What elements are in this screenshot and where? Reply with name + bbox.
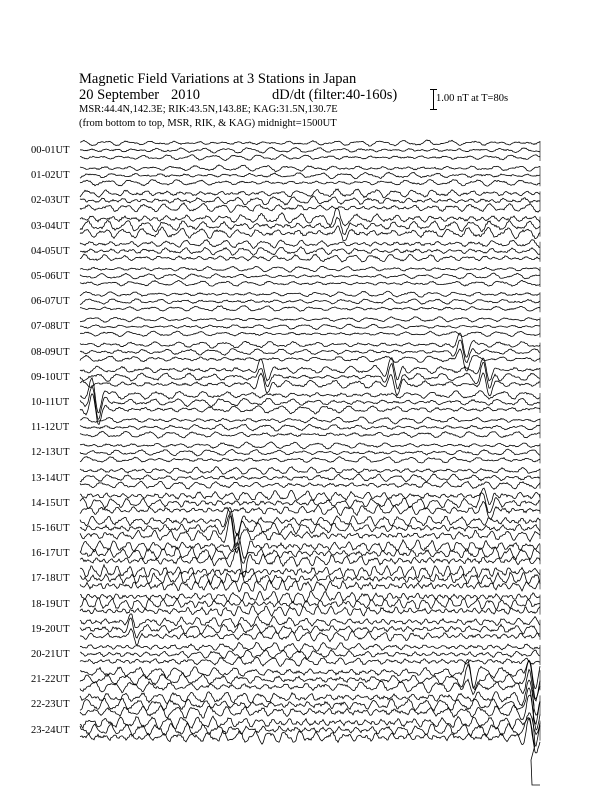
chart-year: 2010 <box>171 87 200 103</box>
trace-05-06UT-KAG <box>80 266 540 272</box>
trace-04-05UT-KAG <box>80 240 540 249</box>
chart-title: Magnetic Field Variations at 3 Stations in Japan <box>79 71 357 87</box>
hour-label: 04-05UT <box>31 245 70 257</box>
trace-07-08UT-RIK <box>80 324 540 329</box>
hour-label: 16-17UT <box>31 548 70 560</box>
trace-21-22UT-RIK <box>80 661 540 699</box>
hour-label: 00-01UT <box>31 145 70 156</box>
trace-19-20UT-MSR <box>80 629 540 645</box>
scale-label: 1.00 nT at T=80s <box>436 93 509 104</box>
trace-18-19UT-RIK <box>80 598 540 610</box>
trace-01-02UT-RIK <box>80 172 540 179</box>
hour-label: 20-21UT <box>31 649 70 660</box>
trace-13-14UT-RIK <box>80 474 540 482</box>
trace-12-13UT-MSR <box>80 457 540 463</box>
hour-label: 19-20UT <box>31 623 70 635</box>
trace-06-07UT-MSR <box>80 306 540 312</box>
hour-label: 07-08UT <box>31 321 70 333</box>
trace-09-10UT-RIK <box>80 362 540 389</box>
trace-12-13UT-KAG <box>80 442 540 449</box>
hour-label: 23-24UT <box>31 724 70 736</box>
trace-07-08UT-MSR <box>80 331 540 336</box>
hour-label: 05-06UT <box>31 271 70 282</box>
trace-18-19UT-MSR <box>80 605 540 616</box>
hour-label: 21-22UT <box>31 674 70 686</box>
trace-00-01UT-RIK <box>80 147 540 153</box>
hour-label: 08-09UT <box>31 346 70 358</box>
hour-label: 22-23UT <box>31 699 70 711</box>
hour-label: 02-03UT <box>31 195 70 207</box>
trace-05-06UT-RIK <box>80 273 540 279</box>
trace-06-07UT-RIK <box>80 298 540 304</box>
hour-label: 10-11UT <box>31 397 70 408</box>
trace-20-21UT-MSR <box>80 657 540 666</box>
trace-20-21UT-KAG <box>80 642 540 651</box>
chart-quantity: dD/dt (filter:40-160s) <box>272 87 398 103</box>
trace-13-14UT-MSR <box>80 481 540 489</box>
trace-01-02UT-MSR <box>80 180 540 187</box>
trace-06-07UT-KAG <box>80 291 540 297</box>
trace-02-03UT-MSR <box>80 203 540 212</box>
trace-00-01UT-KAG <box>80 140 540 146</box>
hour-label: 01-02UT <box>31 170 70 182</box>
station-order-note: (from bottom to top, MSR, RIK, & KAG) midnight=1500UT <box>79 118 337 129</box>
trace-17-18UT-KAG <box>80 565 540 578</box>
hour-label: 03-04UT <box>31 220 70 232</box>
trace-22-23UT-KAG <box>80 680 540 715</box>
trace-05-06UT-MSR <box>80 280 540 286</box>
station-coordinates: MSR:44.4N,142.3E; RIK:43.5N,143.8E; KAG:31.5N,130.7E <box>79 104 338 115</box>
hour-label: 13-14UT <box>31 472 70 484</box>
trace-04-05UT-MSR <box>80 254 540 262</box>
trace-22-23UT-RIK <box>80 688 540 724</box>
trace-10-11UT-RIK <box>80 386 540 420</box>
trace-21-22UT-KAG <box>80 659 540 688</box>
hour-label: 06-07UT <box>31 296 70 308</box>
trace-11-12UT-RIK <box>80 424 540 431</box>
hour-label: 18-19UT <box>31 598 70 610</box>
trace-03-04UT-MSR <box>80 226 540 241</box>
trace-19-20UT-KAG <box>80 614 540 628</box>
trace-18-19UT-KAG <box>80 591 540 603</box>
trace-00-01UT-MSR <box>80 155 540 161</box>
trace-11-12UT-MSR <box>80 431 540 438</box>
trace-07-08UT-KAG <box>80 317 540 322</box>
hour-label: 09-10UT <box>31 371 70 383</box>
trace-08-09UT-KAG <box>80 333 540 357</box>
trace-02-03UT-RIK <box>80 196 540 205</box>
trace-11-12UT-KAG <box>80 417 540 424</box>
hour-label: 17-18UT <box>31 573 70 585</box>
trace-15-16UT-RIK <box>80 513 540 546</box>
trace-17-18UT-MSR <box>80 580 540 592</box>
hour-label: 11-12UT <box>31 422 70 434</box>
trace-09-10UT-MSR <box>80 373 540 396</box>
trace-13-14UT-KAG <box>80 467 540 475</box>
trace-12-13UT-RIK <box>80 449 540 456</box>
trace-04-05UT-RIK <box>80 247 540 255</box>
hour-label: 14-15UT <box>31 497 70 509</box>
trace-01-02UT-KAG <box>80 165 540 172</box>
trace-02-03UT-KAG <box>80 189 540 198</box>
chart-date: 20 September <box>79 87 160 103</box>
trace-20-21UT-RIK <box>80 649 540 659</box>
hour-label: 15-16UT <box>31 523 70 534</box>
hour-label: 12-13UT <box>31 447 70 459</box>
